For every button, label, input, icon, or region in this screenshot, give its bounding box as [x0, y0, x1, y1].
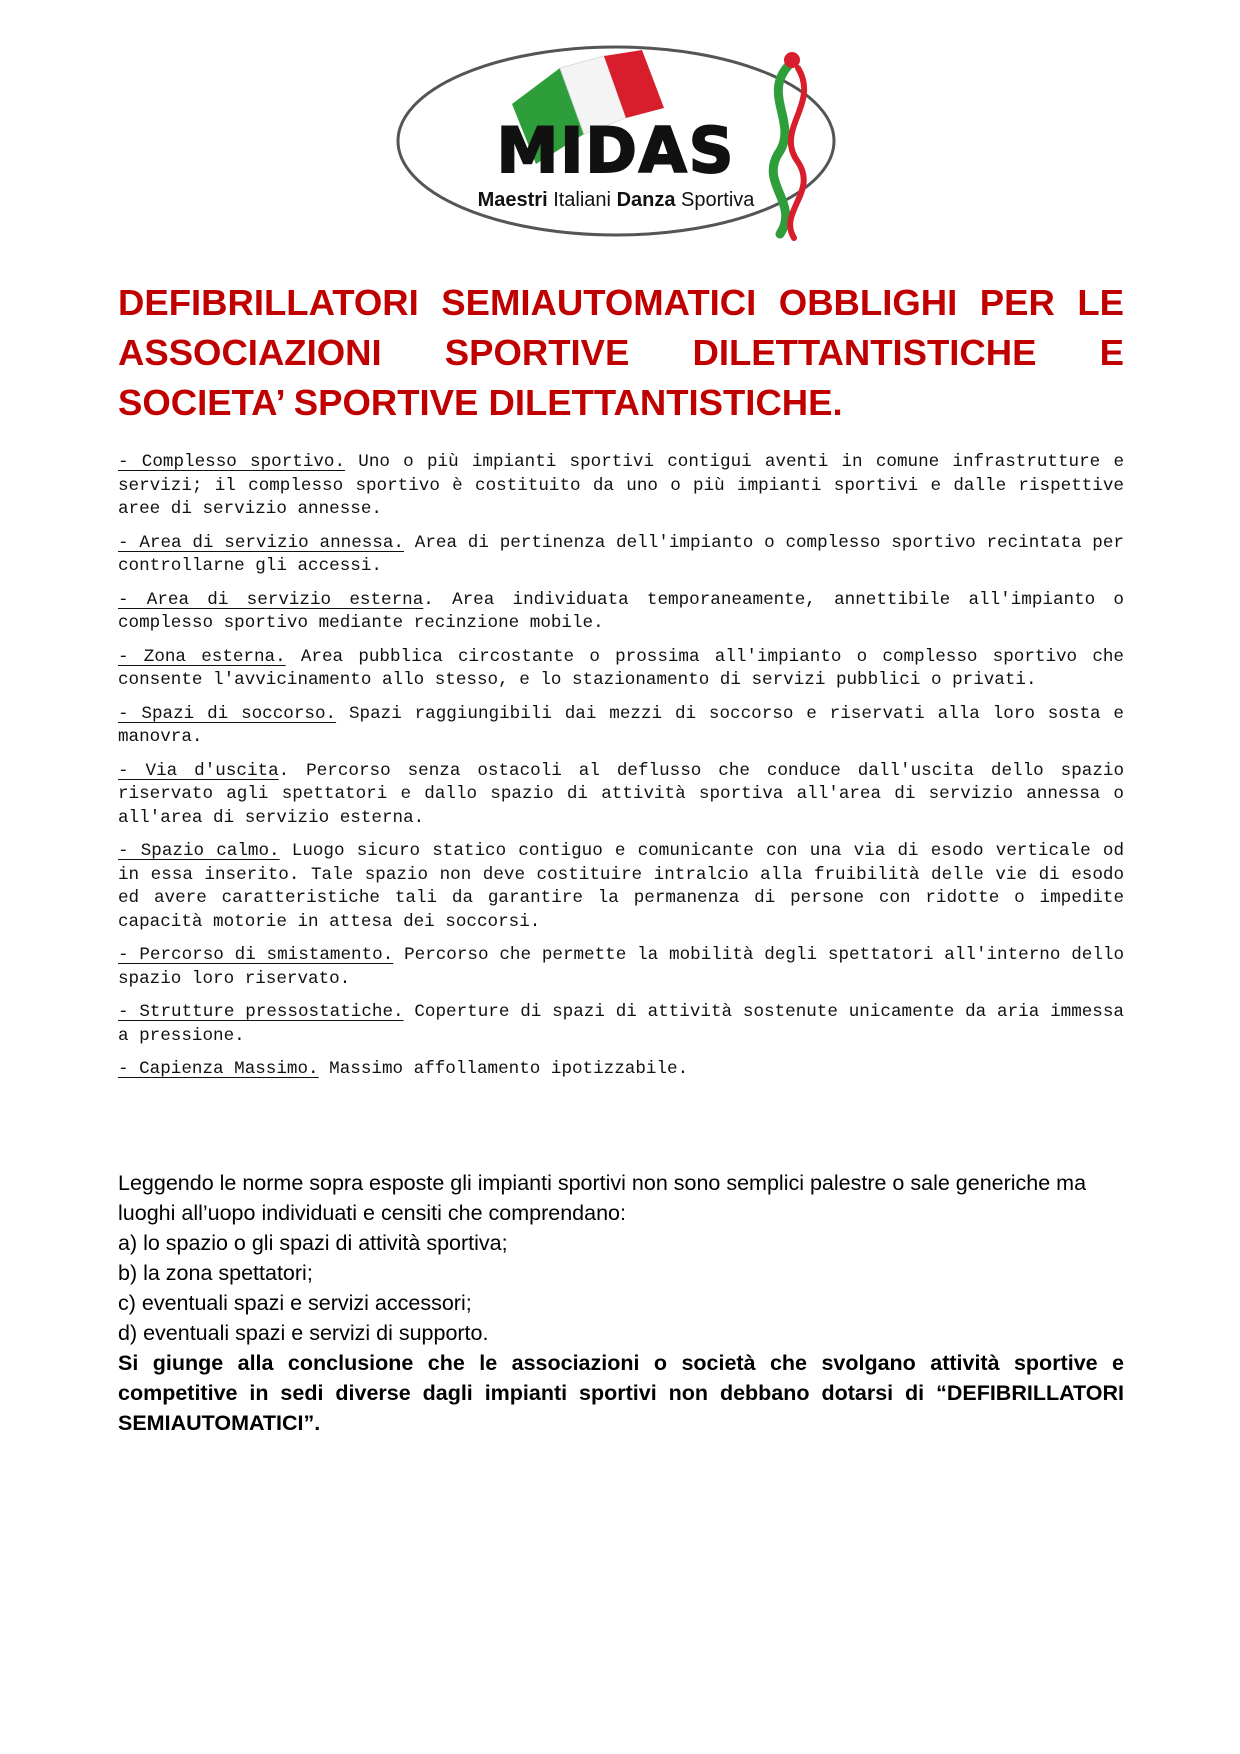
definition-term: - Capienza Massimo.: [118, 1059, 319, 1079]
definition-text: Area di pertinenza dell'impianto o complesso sportivo recintata per controllarne gli accessi.: [118, 532, 1124, 576]
definition-term: - Percorso di smistamento.: [118, 945, 394, 965]
definition-item: [118, 1001, 1124, 1048]
definition-text: . Percorso senza ostacoli al deflusso che conduce dall'uscita dello spazio riservato agli spettatori e dallo spazio di attività sportiva all'area di servizio annessa o all'area di servizio esterna.: [118, 760, 1125, 828]
definition-item: [118, 840, 1124, 934]
definition-text: Spazi raggiungibili dai mezzi di soccorso e riservati alla loro sosta e manovra.: [118, 703, 1124, 747]
definition-text: Coperture di spazi di attività sostenute unicamente da aria immessa a pressione.: [118, 1002, 1124, 1046]
intro-paragraph: Leggendo le norme sopra esposte gli impianti sportivi non sono semplici palestre o sale generiche ma luoghi all’uopo individuati e censiti che comprendano:: [118, 1171, 1087, 1225]
definition-text: Area pubblica circostante o prossima all'impianto o complesso sportivo che consente l'avvicinamento allo stesso, e lo stazionamento di servizi pubblici o privati.: [118, 646, 1124, 690]
definition-text: Luogo sicuro statico contiguo e comunicante con una via di esodo verticale od in essa inserito. Tale spazio non deve costituire intralcio alla fruibilità delle vie di esodo ed avere caratteristiche tali da garantire la permanenza di persone con ridotte o impedite capacità motorie in attesa dei soccorsi.: [118, 841, 1124, 932]
definition-item: [118, 646, 1124, 693]
list-item: b) la zona spettatori;: [118, 1261, 313, 1285]
list-item: a) lo spazio o gli spazi di attività sportiva;: [118, 1231, 508, 1255]
definition-term: - Spazio calmo.: [118, 841, 280, 861]
definitions-list: [118, 451, 1124, 1092]
definition-text: Massimo affollamento ipotizzabile.: [318, 1059, 689, 1079]
list-item: d) eventuali spazi e servizi di supporto.: [118, 1321, 489, 1345]
conclusion-paragraph: Si giunge alla conclusione che le associazioni o società che svolgano attività sportive e competitive in sedi diverse dagli impianti sportivi non debbano dotarsi di “DEFIBRILLATORI SEMIAUTOMATICI”.: [118, 1351, 1124, 1435]
definition-item: [118, 532, 1124, 579]
definition-term: - Area di servizio esterna: [118, 589, 424, 610]
definition-item: [118, 451, 1124, 522]
body-section: [118, 1168, 1124, 1438]
brand-wordmark: MIDAS: [496, 114, 736, 187]
definition-text: . Area individuata temporaneamente, annettibile all'impianto o complesso sportivo mediante recinzione mobile.: [118, 589, 1124, 633]
definition-term: - Strutture pressostatiche.: [118, 1002, 404, 1022]
definition-item: [118, 703, 1124, 750]
definition-item: [118, 589, 1124, 636]
midas-logo-graphic: [380, 34, 860, 246]
definition-item: [118, 1058, 1124, 1082]
definition-text: Uno o più impianti sportivi contigui aventi in comune infrastrutture e servizi; il complesso sportivo è costituito da uno o più impianti sportivi e dalle rispettive aree di servizio annesse.: [118, 452, 1125, 519]
definition-term: - Area di servizio annessa.: [118, 532, 404, 553]
definition-term: - Zona esterna.: [118, 646, 286, 667]
definition-text: Percorso che permette la mobilità degli spettatori all'interno dello spazio loro riservato.: [118, 945, 1125, 989]
definition-term: - Spazi di soccorso.: [118, 703, 337, 724]
definition-item: [118, 944, 1124, 991]
definition-term: - Complesso sportivo.: [118, 452, 346, 472]
list-item: c) eventuali spazi e servizi accessori;: [118, 1291, 472, 1315]
definition-term: - Via d'uscita: [118, 760, 279, 781]
document-title: DEFIBRILLATORI SEMIAUTOMATICI OBBLIGHI PER LE ASSOCIAZIONI SPORTIVE DILETTANTISTICHE E SOCIETA’ SPORTIVE DILETTANTISTICHE.: [118, 282, 1124, 423]
midas-logo: [380, 34, 860, 246]
definition-item: [118, 760, 1124, 831]
logo-tagline: Maestri Italiani Danza Sportiva: [477, 189, 755, 211]
